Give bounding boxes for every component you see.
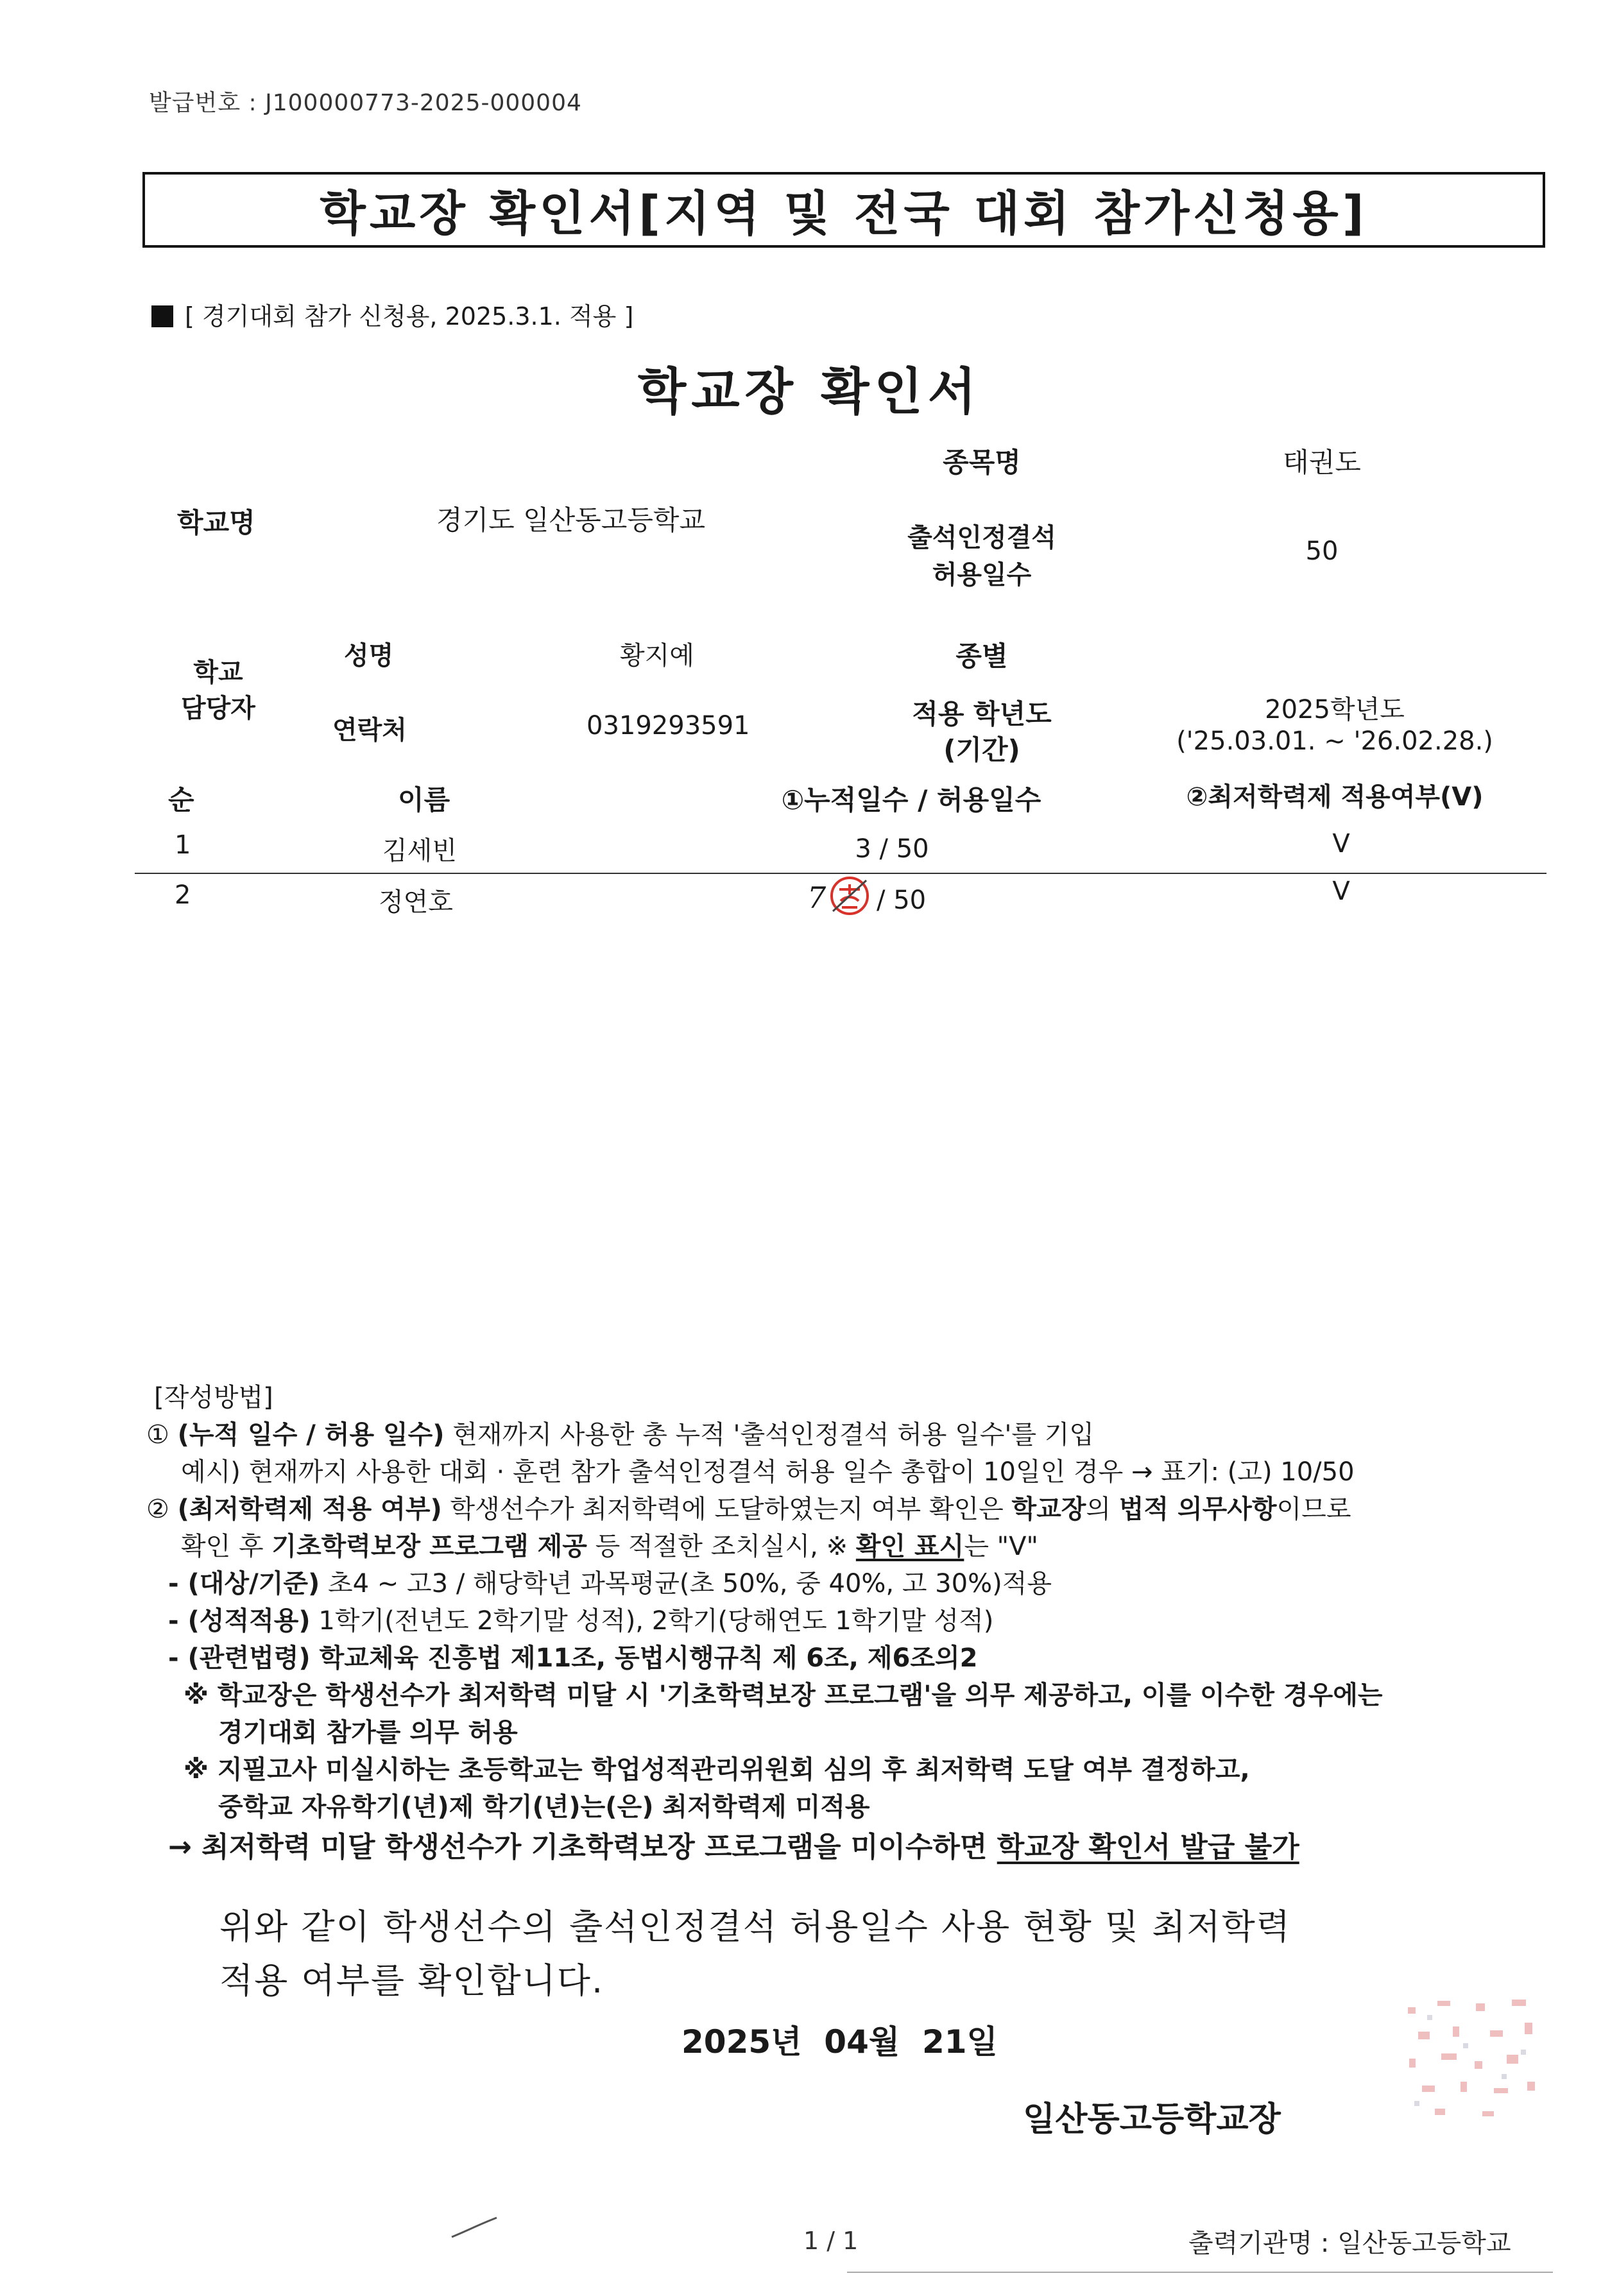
warning-line	[168, 1824, 1299, 1865]
category-label: 종별	[955, 640, 1008, 672]
year-label-1: 적용 학년도	[912, 698, 1052, 730]
allowed-days-label-1: 출석인정결석	[907, 523, 1056, 553]
school-value: 경기도 일산동고등학교	[436, 504, 706, 536]
detail-target-text: 초4 ~ 고3 / 해당학년 과목평균(초 50%, 중 40%, 고 30%)적용	[320, 1569, 1052, 1598]
correction-seal-icon	[828, 873, 871, 919]
footer-line	[847, 2272, 1553, 2273]
detail-law-text: 학교체육 진흥법 제11조, 동법시행규칙 제 6조, 제6조의2	[310, 1643, 978, 1673]
version-note-text: [ 경기대회 참가 신청용, 2025.3.1. 적용 ]	[185, 302, 634, 330]
page-number: 1 / 1	[803, 2227, 859, 2255]
detail-law-title: - (관련법령)	[168, 1643, 311, 1673]
detail-grades-text: 1학기(전년도 2학기말 성적), 2학기(당해연도 1학기말 성적)	[310, 1606, 994, 1636]
note-1-example: 예시) 현재까지 사용한 대회 · 훈련 참가 출석인정결석 허용 일수 총합이 10일인 경우 → 표기: (고) 10/50	[181, 1457, 1355, 1487]
note-1-number: ①	[146, 1420, 169, 1450]
year-value-1: 2025학년도	[1265, 695, 1405, 724]
table-header-no: 순	[168, 784, 194, 816]
year-label-2: (기간)	[943, 734, 1020, 766]
table-row-2-days: / 50	[877, 886, 927, 915]
note-2-program: 기초학력보장 프로그램 제공	[271, 1532, 587, 1561]
note-2-number: ②	[146, 1495, 169, 1524]
special-note-1-line-1: ※ 학교장은 학생선수가 최저학력 미달 시 '기초학력보장 프로그램'을 의무 제공하고, 이를 이수한 경우에는	[184, 1681, 1383, 1710]
black-square-icon	[151, 305, 173, 327]
sport-label: 종목명	[943, 447, 1021, 478]
special-note-2-line-1: ※ 지필고사 미실시하는 초등학교는 학업성적관리위원회 심의 후 최저학력 도달 여부 결정하고,	[184, 1755, 1250, 1785]
issue-date: 2025년 04월 21일	[681, 2023, 998, 2060]
table-row-2-name: 정연호	[379, 887, 453, 917]
detail-grades	[168, 1600, 993, 1637]
note-2-line-2	[181, 1526, 1038, 1563]
table-row-1-no: 1	[175, 830, 191, 860]
manager-contact-value: 0319293591	[587, 711, 750, 741]
manager-contact-label: 연락처	[332, 715, 407, 745]
note-2-title: (최저학력제 적용 여부)	[177, 1495, 442, 1524]
note-2-check-mark: 확인 표시	[855, 1532, 964, 1561]
sub-title: 학교장 확인서	[637, 363, 982, 421]
pen-mark	[449, 2215, 501, 2241]
statement-line-1: 위와 같이 학생선수의 출석인정결석 허용일수 사용 현황 및 최저학력	[219, 1906, 1291, 1947]
manager-label-2: 담당자	[181, 694, 255, 723]
table-row-1-days: 3 / 50	[855, 834, 929, 864]
special-note-1-line-2: 경기대회 참가를 의무 허용	[218, 1718, 518, 1747]
school-label: 학교명	[177, 507, 255, 538]
detail-target-title: - (대상/기준)	[168, 1569, 320, 1598]
warning-no-issue: 학교장 확인서 발급 불가	[997, 1831, 1299, 1863]
document-title-box	[142, 172, 1545, 248]
table-row-2-no: 2	[175, 880, 191, 910]
sport-value: 태권도	[1283, 447, 1361, 478]
note-1-text: 현재까지 사용한 총 누적 '출석인정결석 허용 일수'를 기입	[452, 1420, 1095, 1450]
document-title: 학교장 확인서[지역 및 전국 대회 참가신청용]	[320, 186, 1368, 241]
notes-heading: [작성방법]	[154, 1383, 273, 1412]
table-row-1-name: 김세빈	[382, 836, 457, 866]
note-2-principal: 학교장	[1011, 1495, 1086, 1524]
version-note	[151, 296, 633, 332]
detail-grades-title: - (성적적용)	[168, 1606, 311, 1636]
year-value-2: ('25.03.01. ~ '26.02.28.)	[1176, 726, 1493, 756]
special-note-2-line-2: 중학교 자유학기(년)제 학기(년)는(은) 최저학력제 미적용	[218, 1792, 870, 1822]
note-2-line-2-a: 확인 후	[181, 1532, 272, 1561]
note-2-text-c: 의	[1086, 1495, 1119, 1524]
note-2-text-a: 학생선수가 최저학력에 도달하였는지 여부 확인은	[450, 1495, 1012, 1524]
manager-label-1: 학교	[193, 658, 243, 687]
detail-law	[168, 1638, 978, 1674]
school-seal-image	[1399, 1992, 1546, 2127]
allowed-days-label-2: 허용일수	[932, 560, 1032, 590]
table-header-name: 이름	[398, 784, 450, 816]
manager-name-value: 황지예	[620, 641, 694, 671]
table-row-2-check: V	[1332, 877, 1350, 906]
note-2-line-2-c: 는 "V"	[964, 1532, 1038, 1561]
footer-org: 출력기관명 : 일산동고등학교	[1188, 2229, 1511, 2258]
warning-text: → 최저학력 미달 학생선수가 기초학력보장 프로그램을 미이수하면	[168, 1831, 997, 1863]
note-2-text-e: 이므로	[1276, 1495, 1351, 1524]
detail-target	[168, 1563, 1052, 1600]
table-header-days: ①누적일수 / 허용일수	[781, 784, 1041, 816]
table-row-1-check: V	[1332, 829, 1350, 859]
note-2	[146, 1489, 1351, 1525]
table-row-2-days-handwritten: 7	[807, 880, 827, 915]
table-header-min-score: ②최저학력제 적용여부(V)	[1186, 782, 1484, 812]
note-1-title: (누적 일수 / 허용 일수)	[177, 1420, 445, 1450]
issue-number: 발급번호 : J100000773-2025-000004	[149, 90, 582, 116]
manager-name-label: 성명	[344, 641, 394, 671]
note-2-line-2-b: 등 적절한 조치실시, ※	[587, 1532, 856, 1561]
signer: 일산동고등학교장	[1023, 2100, 1281, 2139]
allowed-days-value: 50	[1305, 536, 1339, 566]
note-1	[146, 1414, 1094, 1451]
note-2-legal-duty: 법적 의무사항	[1118, 1495, 1277, 1524]
statement-line-2: 적용 여부를 확인합니다.	[219, 1960, 604, 2001]
